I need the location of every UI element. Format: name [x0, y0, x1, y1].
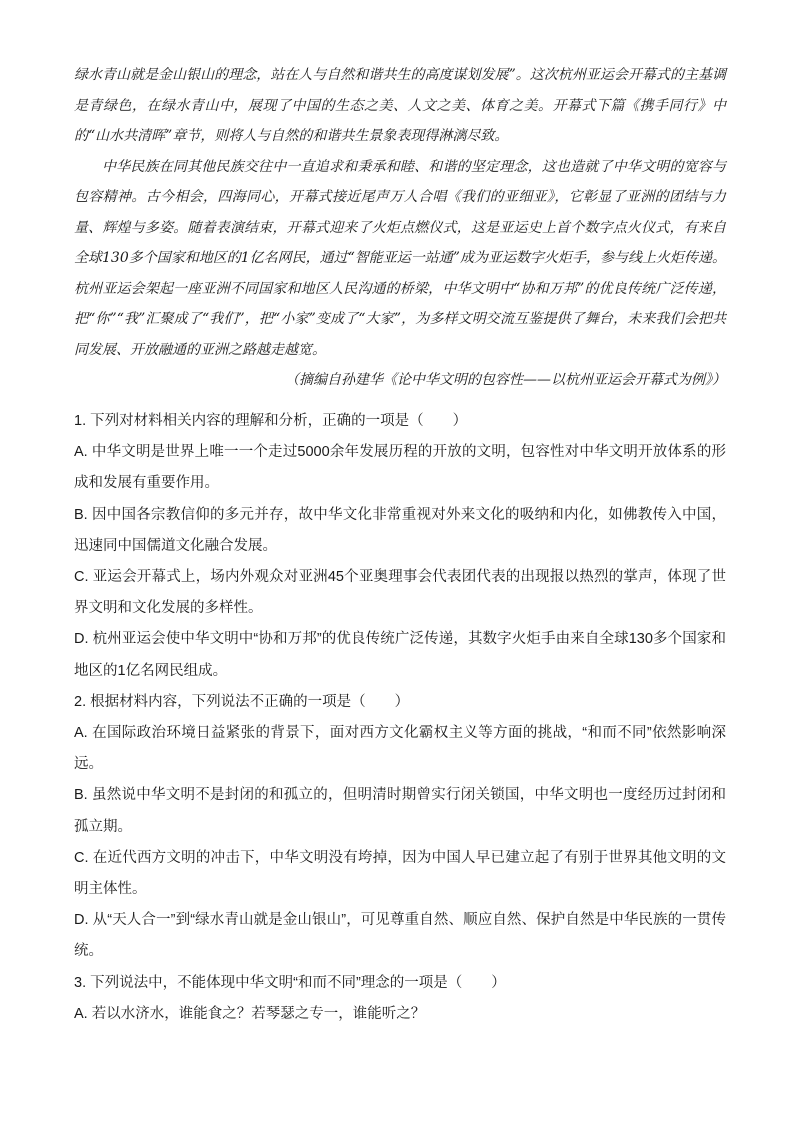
- question-3-option-a: A. 若以水济水，谁能食之？若琴瑟之专一，谁能听之？: [74, 1005, 426, 1022]
- passage-paragraph-1: 绿水青山就是金山银山的理念，站在人与自然和谐共生的高度谋划发展”。这次杭州亚运会开幕式的主基调是青绿色，在绿水青山中，展现了中国的生态之美、人文之美、体育之美。开幕式下篇《携手同行》中的“山水共清晖”章节，则将人与自然的和谐共生景象表现得淋漓尽致。: [74, 67, 726, 144]
- question-1-stem: 1. 下列对材料相关内容的理解和分析，正确的一项是（ ）: [74, 413, 468, 429]
- question-2-option-b: B. 虽然说中华文明不是封闭的和孤立的，但明清时期曾实行闭关锁国，中华文明也一度经历过封闭和孤立期。: [74, 787, 726, 835]
- question-3-stem: 3. 下列说法中，不能体现中华文明“和而不同”理念的一项是（ ）: [74, 974, 506, 991]
- passage-source-citation: （摘编自孙建华《论中华文明的包容性——以杭州亚运会开幕式为例》）: [285, 372, 726, 388]
- question-2-option-a: A. 在国际政治环境日益紧张的背景下，面对西方文化霸权主义等方面的挑战，“和而不同”依然影响深远。: [74, 725, 726, 773]
- passage-paragraph-2: 中华民族在同其他民族交往中一直追求和秉承和睦、和谐的坚定理念，这也造就了中华文明的宽容与包容精神。古今相会，四海同心，开幕式接近尾声万人合唱《我们的亚细亚》，它彰显了亚洲的团结与力量、辉煌与多姿。随着表演结束，开幕式迎来了火炬点燃仪式，这是亚运史上首个数字点火仪式，有来自全球130多个国家和地区的1亿名网民，通过“智能亚运一站通”成为亚运数字火炬手，参与线上火炬传递。杭州亚运会架起一座亚洲不同国家和地区人民沟通的桥梁，中华文明中“协和万邦”的优良传统广泛传递，把“你”“我”汇聚成了“我们”，把“小家”变成了“大家”，为多样文明交流互鉴提供了舞台，未来我们会把共同发展、开放融通的亚洲之路越走越宽。: [74, 158, 726, 358]
- question-1-option-b: B. 因中国各宗教信仰的多元并存，故中华文化非常重视对外来文化的吸纳和内化，如佛教传入中国，迅速同中国儒道文化融合发展。: [74, 506, 726, 554]
- question-1-option-d: D. 杭州亚运会使中华文明中“协和万邦”的优良传统广泛传递，其数字火炬手由来自全球130多个国家和地区的1亿名网民组成。: [74, 631, 726, 679]
- question-list: [74, 406, 726, 1030]
- question-2-option-d: D. 从“天人合一”到“绿水青山就是金山银山”，可见尊重自然、顺应自然、保护自然是中华民族的一贯传统。: [74, 912, 726, 960]
- question-1-option-c: C. 亚运会开幕式上，场内外观众对亚洲45个亚奥理事会代表团代表的出现报以热烈的掌声，体现了世界文明和文化发展的多样性。: [74, 569, 726, 617]
- question-2-option-c: C. 在近代西方文明的冲击下，中华文明没有垮掉，因为中国人早已建立起了有别于世界其他文明的文明主体性。: [74, 849, 726, 898]
- reading-passage: [74, 60, 726, 396]
- question-2-stem: 2. 根据材料内容，下列说法不正确的一项是（ ）: [74, 693, 410, 710]
- question-1-option-a: A. 中华文明是世界上唯一一个走过5000余年发展历程的开放的文明，包容性对中华文明开放体系的形成和发展有重要作用。: [74, 444, 726, 492]
